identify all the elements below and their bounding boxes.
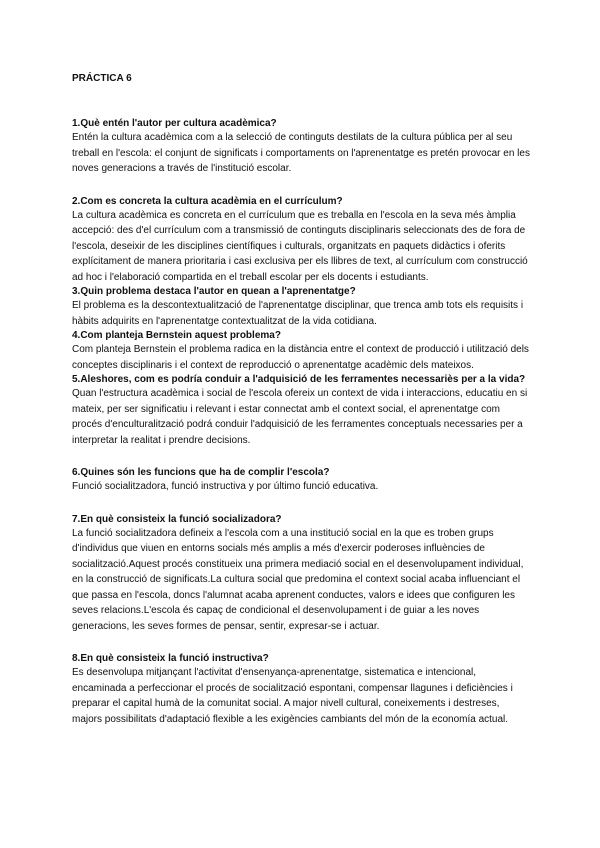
section-2 (72, 195, 532, 286)
answer-2: La cultura acadèmica es concreta en el currículum que es treballa en l'escola en la seva més àmplia accepció: des d'el currículum com a transmissió de continguts disciplinaris seleccionats des de fora de l'escola, deseixir de les disciplines científiques i culturals, organitzats en paquets didàctics i oferits explícitament de manera prioritaria i casi exclusiva per els llibres de text, al currículum com construcció ad hoc i l'elaboració compartida en el treball escolar per els docents i estudiants. (72, 209, 528, 283)
answer-5: Quan l'estructura acadèmica i social de l'escola ofereix un context de vida i interaccions, educatiu en si mateix, per ser significatiu i relevant i estar connectat amb el context social, el aprenentatge com procés d'enculturalització podrá conduir l'adquisició de les ferramentes conceptuals necessaries per a interpretar la realitat i prendre decisions. (72, 388, 528, 446)
answer-3: El problema es la descontextualització de l'aprenentatge disciplinar, que trenca amb tots els requisits i hàbits adquirits en l'aprenentatge contextualitzat de la vida cotidiana. (72, 300, 524, 327)
question-6: 6.Quines són les funcions que ha de complir l'escola? (72, 467, 330, 478)
question-7: 7.En què consisteix la funció socializadora? (72, 513, 282, 525)
page-title: PRÁCTICA 6 (72, 73, 132, 84)
question-8: 8.En què consisteix la funció instructiva? (72, 653, 269, 664)
answer-8: Es desenvolupa mitjançant l'activitat d'ensenyança-aprenentatge, sistematica e intencional, encaminada a perfeccionar el procés de socialització espontani, compensar llagunes i deficiències i preparar el capital humà de la comunitat social. A major nivell cultural, coneixements i destreses, majors possibilitats d'adaptació flexible a les exigències cambiants del món de la economía actual. (72, 667, 513, 725)
section-5 (72, 373, 532, 448)
answer-7: La funció socialitzadora defineix a l'escola com a una institució social en la que es troben grups d'individus que viuen en entorns socials més amplis a més d'exercir poderoses influències de socialització.Aquest procés constitueix una primera mediació social en el desenvolupament individual, en la construcció de significats.La cultura social que predomina el context social acaba influenciant el que passa en l'escola, doncs l'alumnat acaba aprenent conductes, valors e idees que configuren les seves relacions.L'escola és capaç de condicional el desenvolupament i de guiar a les noves generacions, les seves formes de pensar, sentir, expresar-se i actuar. (72, 527, 524, 632)
section-6 (72, 466, 532, 495)
section-4 (72, 329, 532, 373)
question-3: 3.Quin problema destaca l'autor en quean a l'aprenentatge? (72, 286, 356, 297)
answer-6: Funció socialitzadora, funció instructiva y por último funció educativa. (72, 481, 379, 492)
question-2: 2.Com es concreta la cultura acadèmia en el currículum? (72, 195, 343, 207)
section-7 (72, 513, 532, 635)
document-page (72, 72, 532, 727)
section-3 (72, 285, 532, 329)
section-8 (72, 652, 532, 727)
answer-1: Entén la cultura acadèmica com a la selecció de continguts destilats de la cultura pública per al seu treball en l'escola: el conjunt de significats i comportaments on l'aprenentatge es pretén provocar en les noves generacions a través de l'institució escolar. (72, 132, 530, 174)
question-1: 1.Què entén l'autor per cultura acadèmica? (72, 118, 277, 129)
section-1 (72, 117, 532, 177)
question-5: 5.Aleshores, com es podría conduir a l'adquisició de les ferramentes necessariès per a la vida? (72, 374, 526, 385)
answer-4: Com planteja Bernstein el problema radica en la distància entre el context de producció i utilització dels conceptes disciplinaris i el context de reproducció o aprenentatge acadèmic dels mateixos. (72, 344, 529, 371)
question-4: 4.Com planteja Bernstein aquest problema? (72, 330, 281, 341)
